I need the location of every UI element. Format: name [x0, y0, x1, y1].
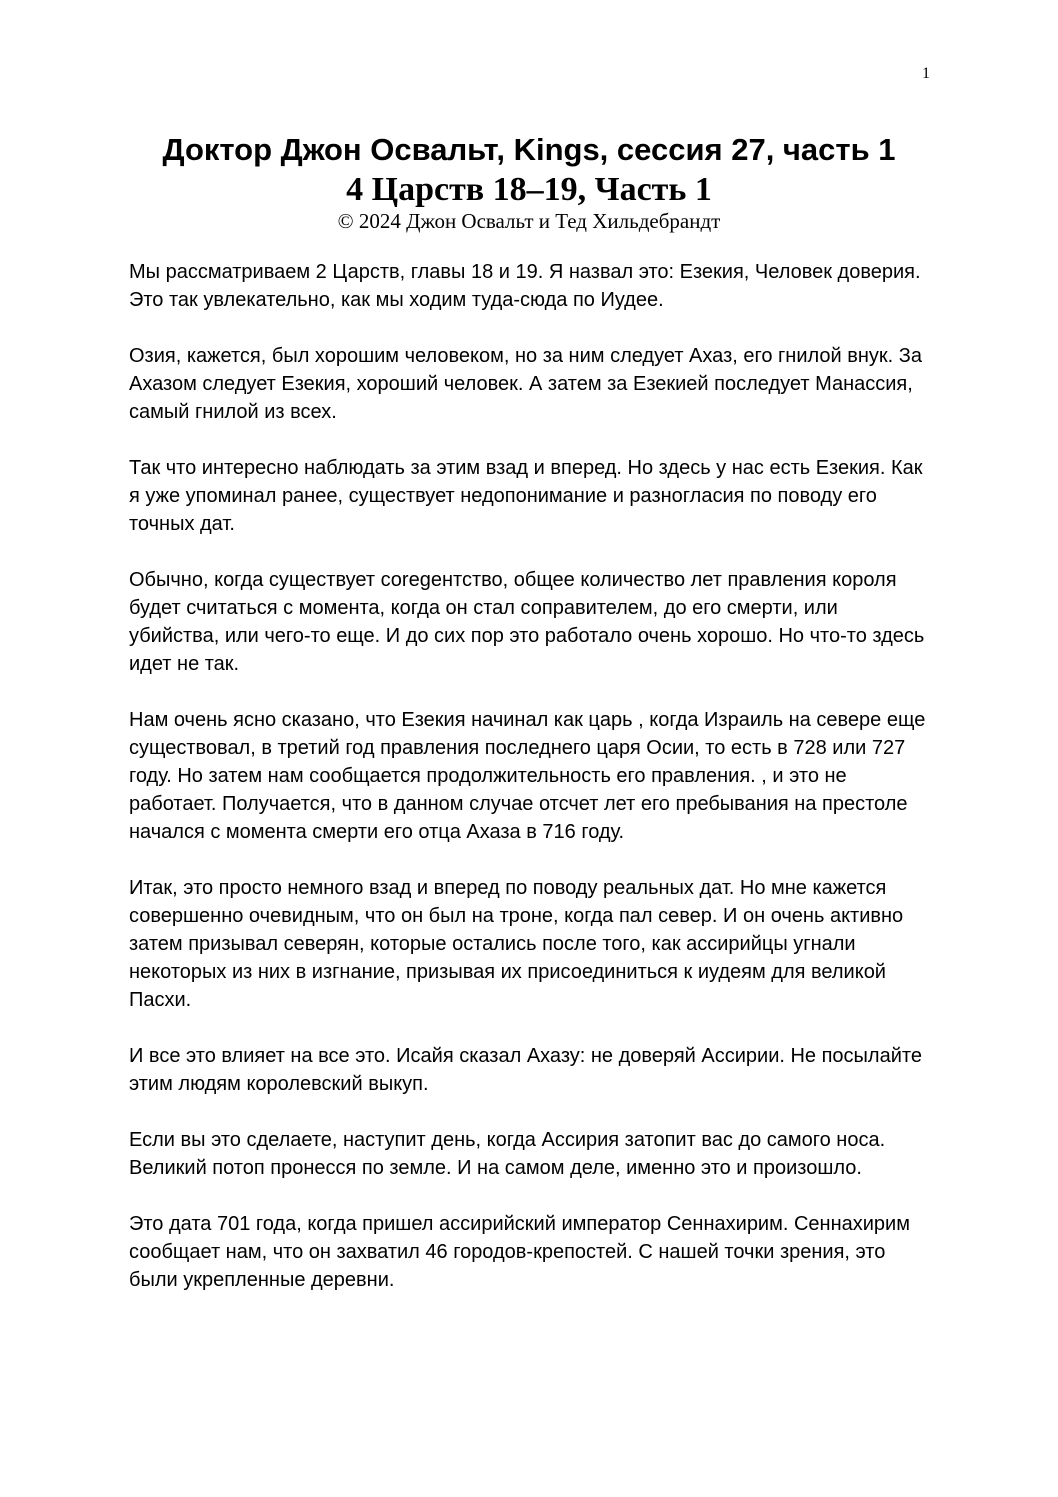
copyright-line: © 2024 Джон Освальт и Тед Хильдебрандт — [337, 209, 721, 233]
paragraph: Нам очень ясно сказано, что Езекия начинал как царь , когда Израиль на севере еще существовал, в третий год правления последнего царя Осии, то есть в 728 или 727 году. Но затем нам сообщается продолжительность его правления. , и это не работает. Получается, что в данном случае отсчет лет его пребывания на престоле начался с момента смерти его отца Ахаза в 716 году. — [129, 709, 926, 843]
paragraph: Это дата 701 года, когда пришел ассирийский император Сеннахирим. Сеннахирим сообщает нам, что он захватил 46 городов-крепостей. С нашей точки зрения, это были укрепленные деревни. — [129, 1213, 910, 1291]
paragraph: Итак, это просто немного взад и вперед по поводу реальных дат. Но мне кажется совершенно очевидным, что он был на троне, когда пал север. И он очень активно затем призывал северян, которые остались после того, как ассирийцы угнали некоторых из них в изгнание, призывая их присоединиться к иудеям для великой Пасхи. — [129, 877, 904, 1011]
body-text — [129, 258, 929, 1322]
paragraph: И все это влияет на все это. Исайя сказал Ахазу: не доверяй Ассирии. Не посылайте этим людям королевский выкуп. — [129, 1045, 922, 1095]
paragraph: Обычно, когда существует соregентство, общее количество лет правления короля будет считаться с момента, когда он стал соправителем, до его смерти, или убийства, или чего-то еще. И до сих пор это работало очень хорошо. Но что-то здесь идет не так. — [129, 569, 925, 675]
document-title: Доктор Джон Освальт, Kings, сессия 27, часть 1 — [162, 132, 896, 167]
page-number: 1 — [922, 65, 930, 82]
paragraph: Если вы это сделаете, наступит день, когда Ассирия затопит вас до самого носа. Великий потоп пронесся по земле. И на самом деле, именно это и произошло. — [129, 1129, 886, 1179]
paragraph: Озия, кажется, был хорошим человеком, но за ним следует Ахаз, его гнилой внук. За Ахазом следует Езекия, хороший человек. А затем за Езекией последует Манассия, самый гнилой из всех. — [129, 345, 922, 423]
document-subtitle: 4 Царств 18–19, Часть 1 — [346, 171, 712, 208]
title-block — [0, 130, 1058, 232]
paragraph: Мы рассматриваем 2 Царств, главы 18 и 19. Я назвал это: Езекия, Человек доверия. Это так увлекательно, как мы ходим туда-сюда по Иудее. — [129, 261, 921, 311]
paragraph: Так что интересно наблюдать за этим взад и вперед. Но здесь у нас есть Езекия. Как я уже упоминал ранее, существует недопонимание и разногласия по поводу его точных дат. — [129, 457, 923, 535]
